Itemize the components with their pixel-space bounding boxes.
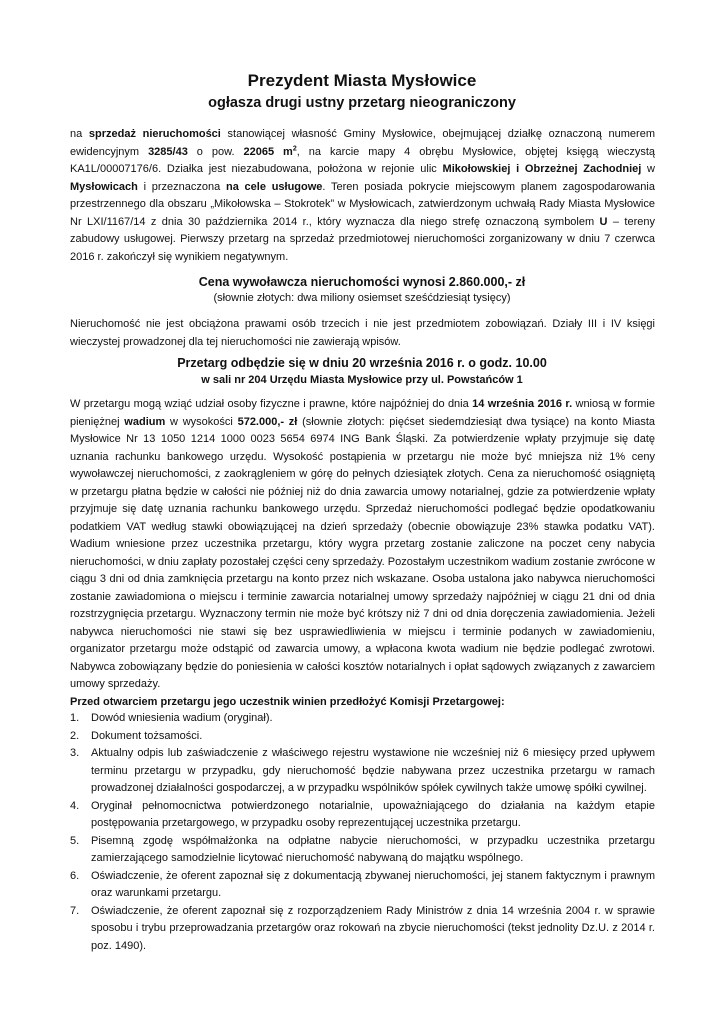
list-item: 5. Pisemną zgodę współmałżonka na odpłatne nabycie nieruchomości, w przypadku uczestnika przetargu zamierzającego samodzielnie licytować nieruchomość nabywaną do majątku wspólnego. bbox=[70, 834, 655, 864]
list-item: 6. Oświadczenie, że oferent zapoznał się z dokumentacją zbywanej nieruchomości, jej stanem faktycznym i prawnym oraz warunkami przetargu. bbox=[70, 869, 655, 899]
price-heading: Cena wywoławcza nieruchomości wynosi 2.860.000,- zł bbox=[198, 275, 526, 289]
list-item: 7. Oświadczenie, że oferent zapoznał się z rozporządzeniem Rady Ministrów z dnia 14 września 2004 r. w sprawie sposobu i trybu przeprowadzania przetargów oraz rokowań na zbycie nieruchomości (tekst jednolity Dz.U. z 2014 r. poz. 1490). bbox=[70, 904, 655, 952]
list-item: 4. Oryginał pełnomocnictwa potwierdzonego notarialnie, upoważniającego do działania na każdym etapie postępowania przetargowego, w przypadku osoby reprezentującej uczestnika przetargu. bbox=[70, 799, 655, 829]
page-title: Prezydent Miasta Mysłowice bbox=[247, 71, 477, 90]
page-subtitle: ogłasza drugi ustny przetarg nieograniczony bbox=[208, 95, 516, 111]
list-item: 3. Aktualny odpis lub zaświadczenie z właściwego rejestru wystawione nie wcześniej niż 6 miesięcy przed upływem terminu przetargu w przypadku, gdy nieruchomość będzie nabywana przez uczestnika przetargu w ramach prowadzonej działalności gospodarczej, a w przypadku wspólników spółek cywilnych także umowę spółki cywilnej. bbox=[70, 747, 655, 794]
price-in-words: (słownie złotych: dwa miliony osiemset sześćdziesiąt tysięcy) bbox=[213, 292, 511, 304]
encumbrance-paragraph: Nieruchomość nie jest obciążona prawami osób trzecich i nie jest przedmiotem zobowiązań. Działy III i IV księgi wieczystej prowadzonej dla tej nieruchomości nie zawierają wpisów. bbox=[70, 318, 655, 348]
auction-location-heading: w sali nr 204 Urzędu Miasta Mysłowice przy ul. Powstańców 1 bbox=[201, 374, 523, 386]
intro-paragraph: na sprzedaż nieruchomości stanowiącej własność Gminy Mysłowice, obejmującej działkę oznaczoną numerem ewidencyjnym 3285/43 o pow. 22065 $m^2$, na karcie mapy 4 obrębu Mysłowice, objętej księgą wieczystą KA1L/00007176/6. Działka jest niezabudowana, położona w rejonie ulic Mikołowskiej i Obrzeżnej Zachodniej w Mysłowicach i przeznaczona na cele usługowe. Teren posiada pokrycie miejscowym planem zagospodarowania przestrzennego dla obszaru „Mikołowska – Stokrotek” w Mysłowicach, zatwierdzonym uchwałą Rady Miasta Mysłowice Nr LXI/1167/14 z dnia 30 października 2014 r., który wyznacza dla niego strefę oznaczoną symbolem U – tereny zabudowy usługowej. Pierwszy przetarg na sprzedaż przedmiotowej nieruchomości zorganizowany w dniu 7 czerwca 2016 r. zakończył się wynikiem negatywnym. bbox=[70, 128, 656, 263]
list-item: 2. Dokument tożsamości. bbox=[70, 729, 203, 742]
requirements-list bbox=[70, 710, 655, 955]
list-item: 1. Dowód wniesienia wadium (oryginał). bbox=[70, 712, 273, 724]
auction-date-heading: Przetarg odbędzie się w dniu 20 września 2016 r. o godz. 10.00 bbox=[177, 356, 547, 370]
rules-paragraph: W przetargu mogą wziąć udział osoby fizyczne i prawne, które najpóźniej do dnia 14 września 2016 r. wniosą w formie pieniężnej wadium w wysokości 572.000,- zł (słownie złotych: pięćset siedemdziesiąt dwa tysiące) na konto Miasta Mysłowice Nr 13 1050 1214 1000 0023 5654 6974 ING Bank Śląski. Za potwierdzenie wpłaty przyjmuje się datę uznania rachunku bankowego urzędu. Wysokość postąpienia w przetargu nie może być mniejsza niż 1% ceny wywoławczej nieruchomości, z zaokrągleniem w górę do pełnych dziesiątek złotych. Cena za nieruchomość osiągniętą w przetargu płatna będzie w całości nie później niż do dnia zawarcia umowy notarialnej, gdzie za potwierdzenie wpłaty przyjmuje się datę uznania rachunku bankowego urzędu. Sprzedaż nieruchomości podlegać będzie opodatkowaniu podatkiem VAT według stawki obowiązującej na dzień sprzedaży (obecnie obowiązuje 23% stawka podatku VAT). Wadium wniesione przez uczestnika przetargu, który wygra przetarg zostanie zaliczone na poczet ceny nabycia nieruchomości, w dniu zapłaty pozostałej części ceny sprzedaży. Pozostałym uczestnikom wadium zostanie zwrócone w ciągu 3 dni od dnia zamknięcia przetargu na konto przez nich wskazane. Osoba ustalona jako nabywca nieruchomości zostanie zawiadomiona o miejscu i terminie zawarcia notarialnej umowy sprzedaży najpóźniej w ciągu 21 dni od dnia rozstrzygnięcia przetargu. Wyznaczony termin nie może być krótszy niż 7 dni od dnia doręczenia zawiadomienia. Jeżeli nabywca nieruchomości nie stawi się bez usprawiedliwienia w miejscu i terminie podanych w zawiadomieniu, organizator przetargu może odstąpić od zawarcia umowy, a wpłacona kwota wadium nie będzie podlegać zwrotowi. Nabywca zobowiązany będzie do poniesienia w całości kosztów notarialnych i opłat sądowych związanych z zawarciem umowy sprzedaży. bbox=[70, 398, 656, 690]
requirements-heading: Przed otwarciem przetargu jego uczestnik winien przedłożyć Komisji Przetargowej: bbox=[70, 696, 505, 708]
